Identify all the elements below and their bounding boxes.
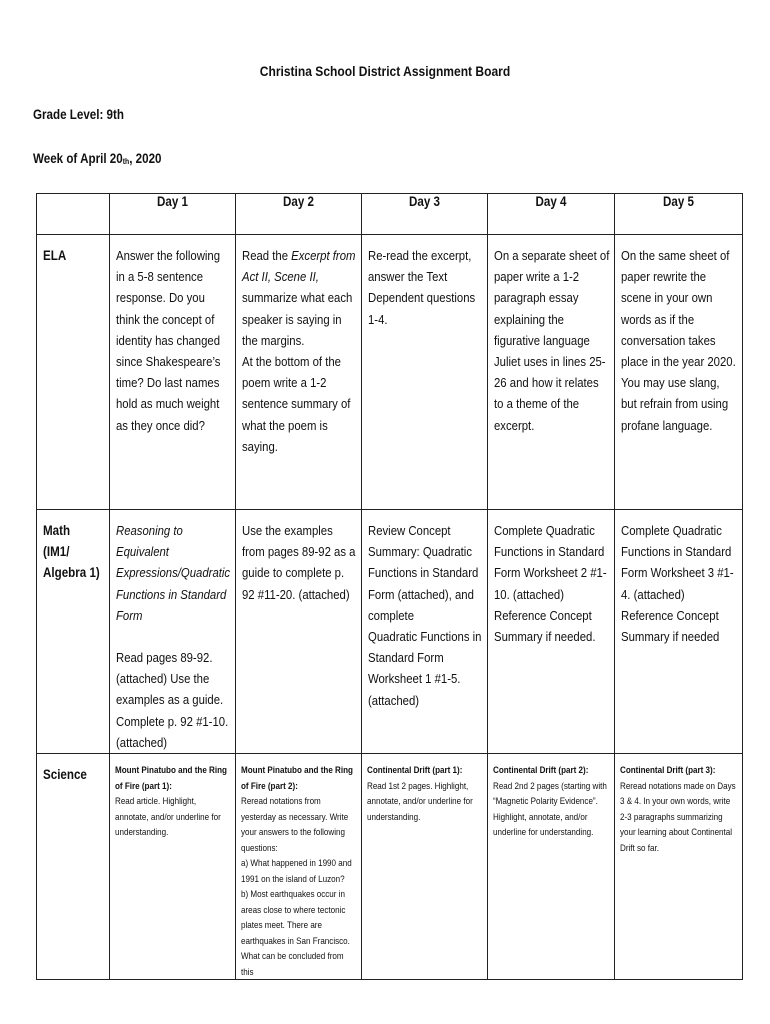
ela-day-1: Answer the following in a 5-8 sentence response. Do you think the concept of identity has changed since Shakespeare’s time? Do last names hold as much weight as they once did? [110,235,236,510]
table-row-math [37,510,743,754]
ela-day-4: On a separate sheet of paper write a 1-2 paragraph essay explaining the figurative language Juliet uses in lines 25-26 and how it relates to a theme of the excerpt. [488,235,615,510]
column-header-day-2: Day 2 [236,194,362,235]
document-title: Christina School District Assignment Board [259,63,511,79]
math-day-4: Complete Quadratic Functions in Standard Form Worksheet 2 #1-10. (attached) Reference Concept Summary if needed. [488,510,615,754]
table-row-ela [37,235,743,510]
column-header-day-3: Day 3 [362,194,488,235]
ela-day-3: Re-read the excerpt, answer the Text Dependent questions 1-4. [362,235,488,510]
table-row-science [37,754,743,980]
science-day-2: Mount Pinatubo and the Ring of Fire (part 2): Reread notations from yesterday as necessary. Write your answers to the following questions: a) What happened in 1990 and 1991 on the island of Luzon? b) Most earthquakes occur in areas close to where tectonic plates meet. There are earthquakes in San Francisco. What can be concluded from this [236,754,362,980]
column-header-day-5: Day 5 [615,194,743,235]
ela-day-2: Read the Excerpt from Act II, Scene II, summarize what each speaker is saying in the margins. At the bottom of the poem write a 1-2 sentence summary of what the poem is saying. [236,235,362,510]
assignment-table [36,193,743,980]
week-label [33,151,161,166]
science-day-3: Continental Drift (part 1): Read 1st 2 pages. Highlight, annotate, and/or underline for understanding. [362,754,488,980]
column-header-day-1: Day 1 [110,194,236,235]
math-day-2: Use the examples from pages 89-92 as a guide to complete p. 92 #11-20. (attached) [236,510,362,754]
subject-math: Math (IM1/ Algebra 1) [37,510,110,754]
science-day-1: Mount Pinatubo and the Ring of Fire (part 1): Read article. Highlight, annotate, and/or underline for understanding. [110,754,236,980]
math-day-1: Reasoning to Equivalent Expressions/Quadratic Functions in Standard Form Read pages 89-92. (attached) Use the examples as a guide. Complete p. 92 #1-10. (attached) [110,510,236,754]
math-day-3: Review Concept Summary: Quadratic Functions in Standard Form (attached), and complete Quadratic Functions in Standard Form Worksheet 1 #1-5. (attached) [362,510,488,754]
week-ordinal: th [122,157,130,166]
science-day-4: Continental Drift (part 2): Read 2nd 2 pages (starting with “Magnetic Polarity Evidence”. Highlight, annotate, and/or underline for understanding. [488,754,615,980]
subject-ela: ELA [37,235,110,510]
column-header-day-4: Day 4 [488,194,615,235]
ela-day-5: On the same sheet of paper rewrite the scene in your own words as if the conversation takes place in the year 2020. You may use slang, but refrain from using profane language. [615,235,743,510]
grade-level: Grade Level: 9th [33,107,124,122]
science-day-5: Continental Drift (part 3): Reread notations made on Days 3 & 4. In your own words, write 2-3 paragraphs summarizing your learning about Continental Drift so far. [615,754,743,980]
math-day-5: Complete Quadratic Functions in Standard Form Worksheet 3 #1-4. (attached) Reference Concept Summary if needed [615,510,743,754]
week-prefix: Week of April 20 [33,151,123,166]
corner-cell [37,194,110,235]
header-row [37,194,743,235]
week-suffix: , 2020 [129,151,162,166]
subject-science: Science [37,754,110,980]
